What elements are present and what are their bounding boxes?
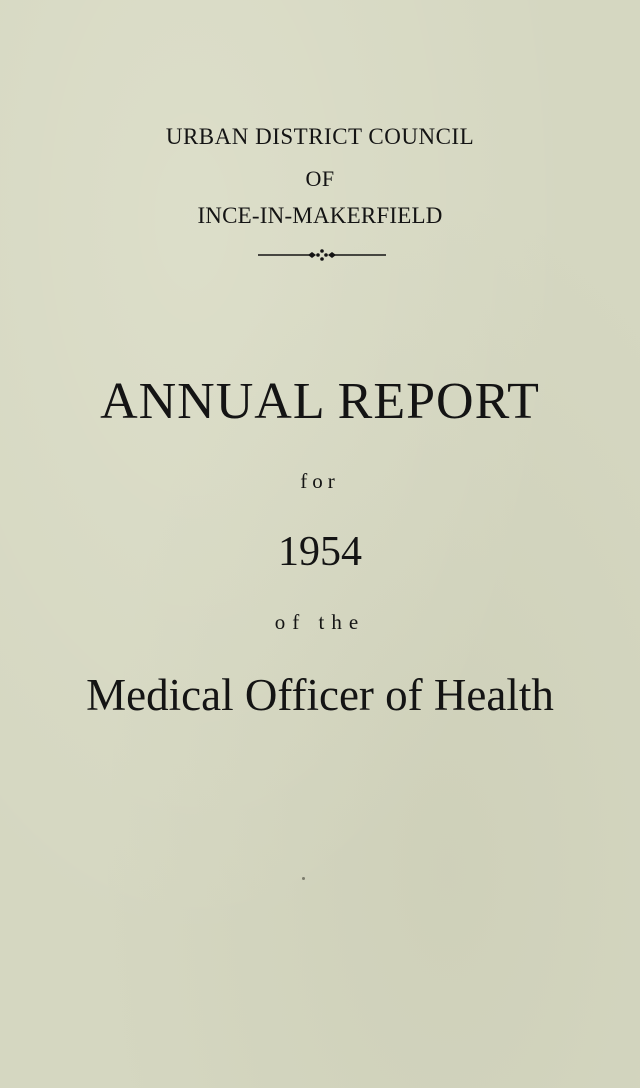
for-line: for — [300, 469, 340, 493]
rule-ornament-icon — [258, 246, 386, 264]
council-line: URBAN DISTRICT COUNCIL — [165, 124, 475, 149]
of-the-line: of the — [274, 610, 366, 634]
report-title: ANNUAL REPORT — [100, 373, 540, 430]
of-line: OF — [305, 166, 335, 191]
report-year: 1954 — [278, 529, 362, 575]
place-line: INCE-IN-MAKERFIELD — [197, 203, 443, 228]
paper-speck — [302, 877, 305, 880]
report-subject: Medical Officer of Health — [86, 670, 554, 720]
